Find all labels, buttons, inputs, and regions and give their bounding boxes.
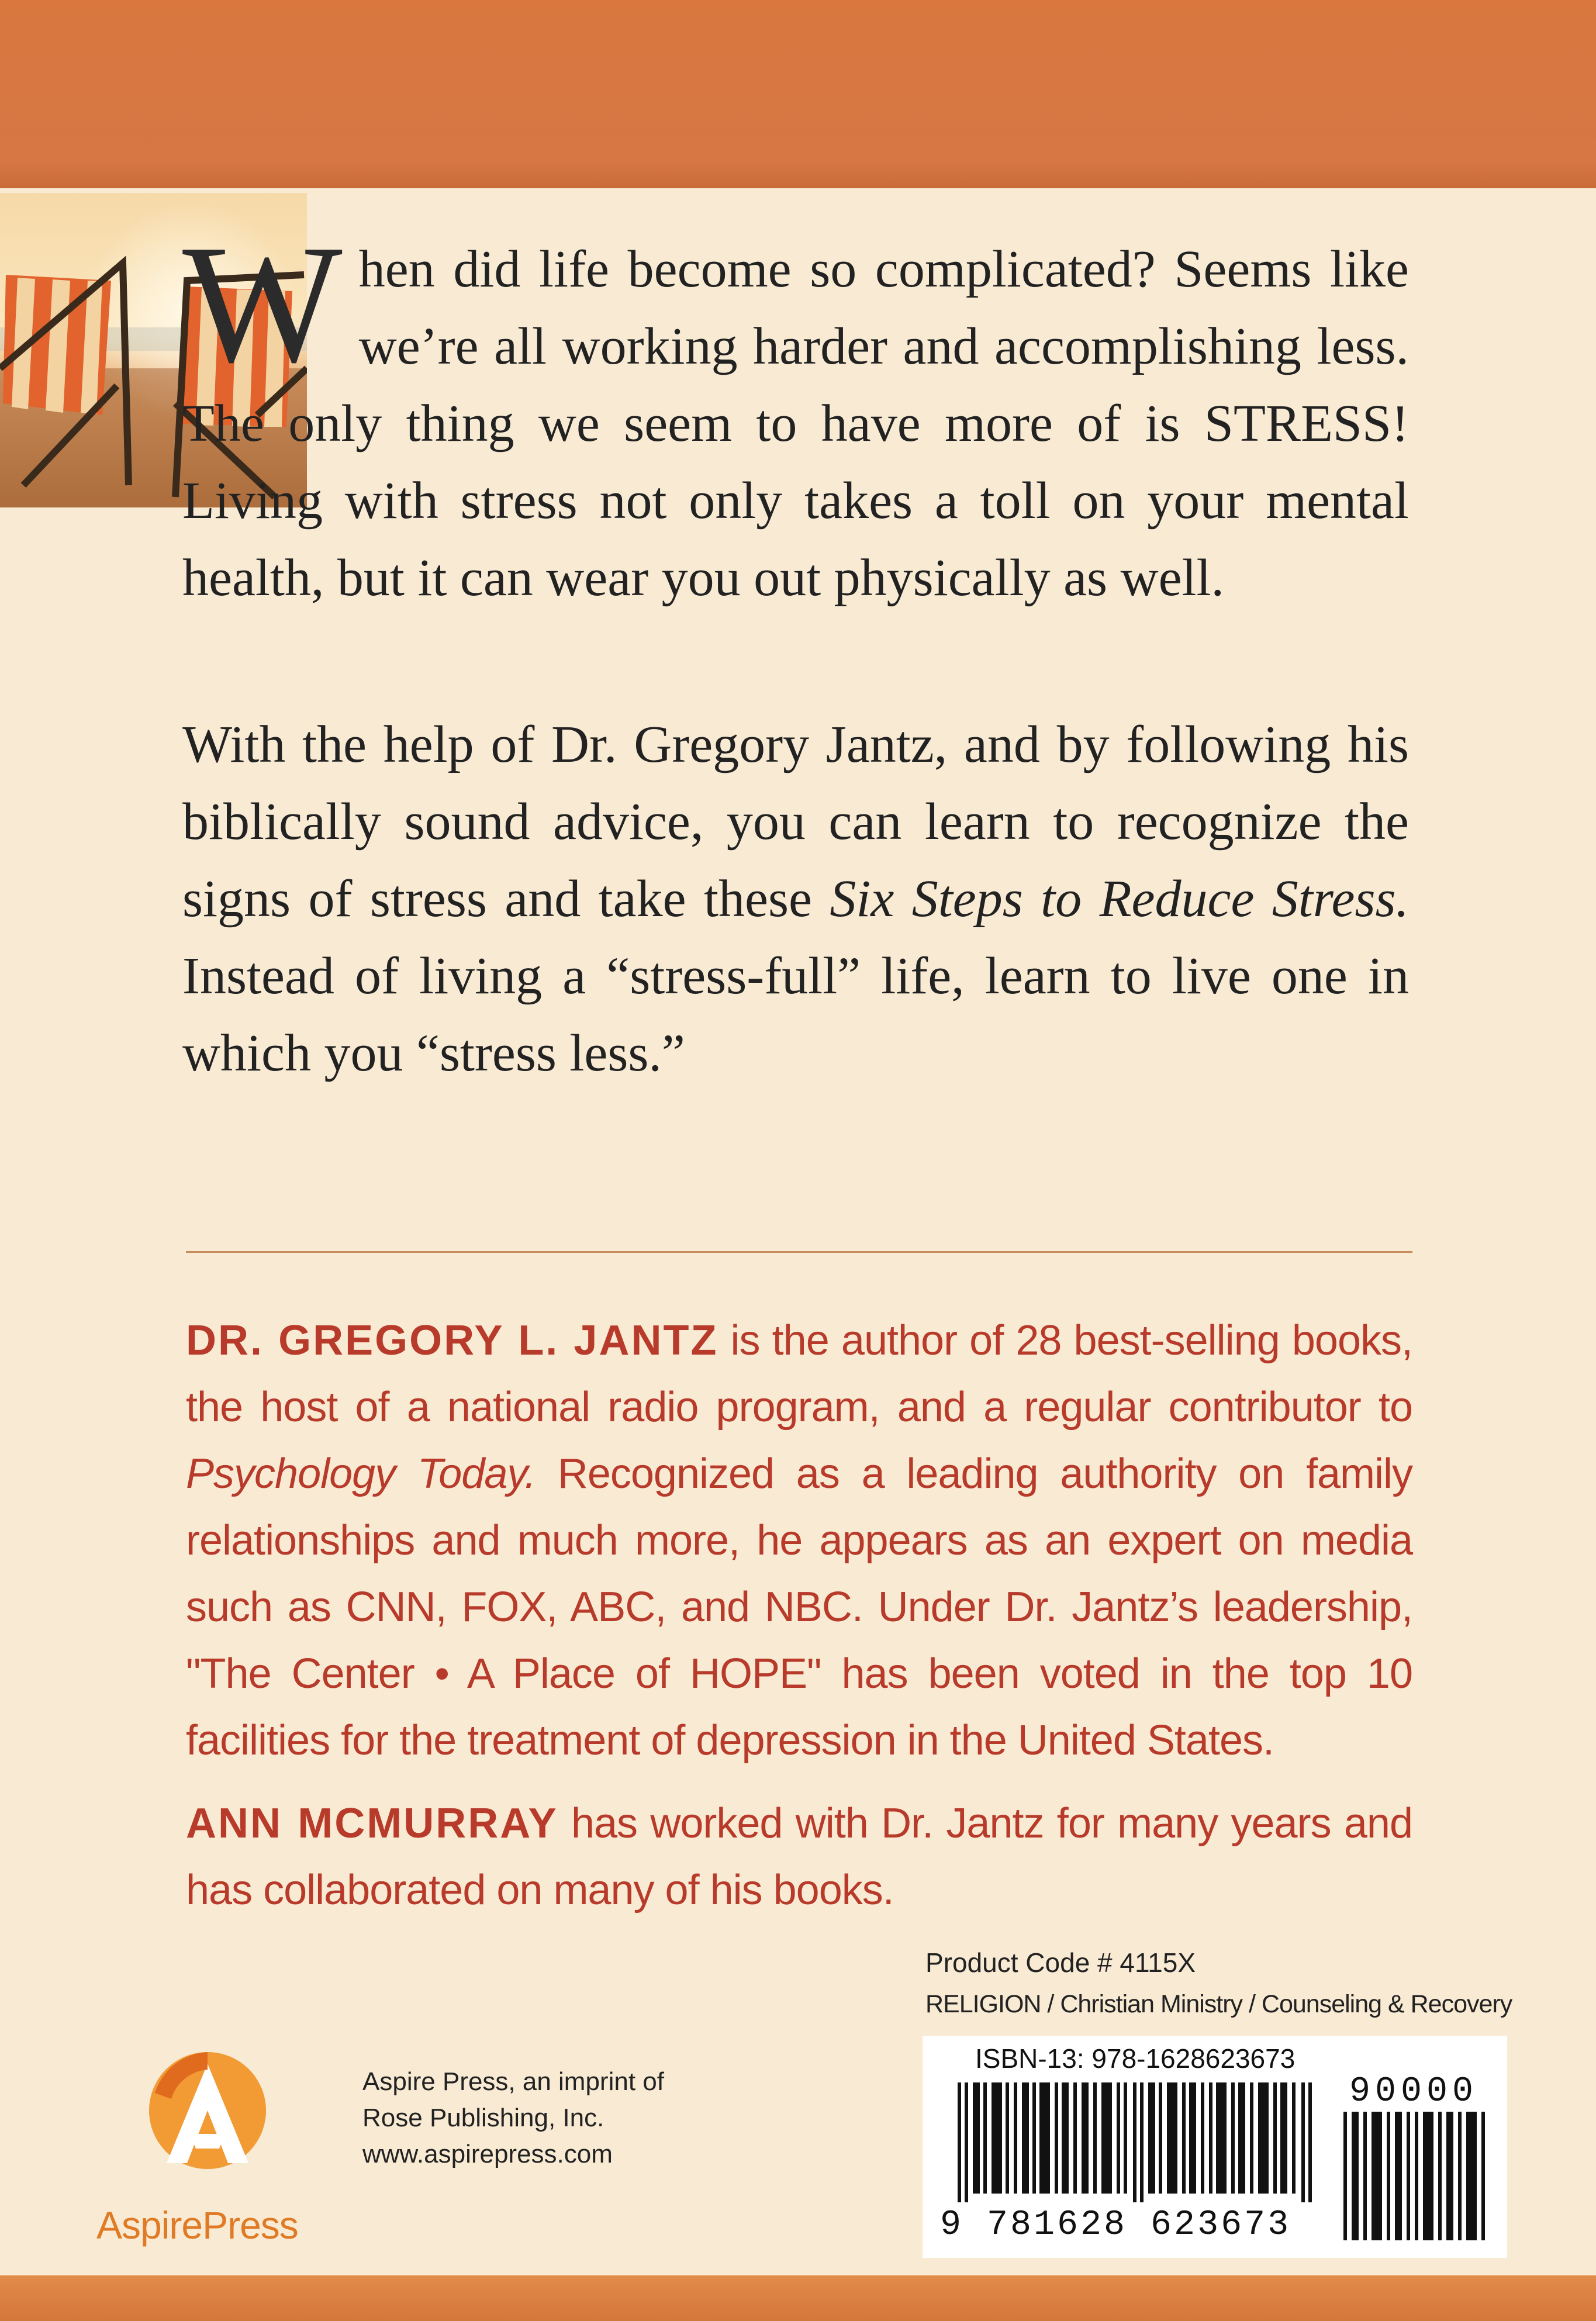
author-name-jantz: DR. GREGORY L. JANTZ	[186, 1317, 718, 1364]
aspire-a-icon	[143, 2046, 272, 2204]
addon-barcode	[1343, 2112, 1495, 2240]
author-bio-jantz-text-b: Recognized as a leading authority on family relationships and much more, he appears as an expert on media such as CNN, FOX, ABC, and NBC. Under Dr. Jantz’s leadership, "The Center • A Place of HOPE" has been voted in the top 10 facilities for the treatment of depression in the United States.	[186, 1450, 1413, 1764]
blurb-paragraph-2-text-b: Instead of living a “stress-full” life, learn to live one in which you “stress less.”	[182, 947, 1409, 1082]
publisher-line-2: Rose Publishing, Inc.	[362, 2104, 604, 2132]
author-bio-mcmurray-text: has worked with Dr. Jantz for many years and has collaborated on many of his books.	[186, 1800, 1413, 1914]
drop-cap: W	[182, 210, 343, 398]
author-bio-jantz	[186, 1307, 1412, 1774]
blurb-book-title: Six Steps to Reduce Stress.	[830, 870, 1409, 928]
bottom-color-band	[0, 2275, 1596, 2321]
isbn-label: ISBN-13: 978-1628623673	[975, 2043, 1296, 2074]
section-divider	[186, 1251, 1412, 1253]
aspire-press-logo	[96, 2046, 330, 2268]
blurb-paragraph-2-text-a: With the help of Dr. Gregory Jantz, and by following his biblically sound advice, you can learn to recognize the signs of stress and take these	[182, 716, 1409, 928]
author-bio-mcmurray	[186, 1790, 1412, 1923]
isbn-barcode	[958, 2082, 1320, 2202]
blurb-paragraph-2	[182, 706, 1409, 1092]
price-code: 90000	[1349, 2072, 1478, 2112]
category-line: RELIGION / Christian Ministry / Counseling & Recovery	[925, 1990, 1512, 2018]
logo-wordmark: AspirePress	[96, 2203, 298, 2247]
isbn-digits: 9 781628 623673	[940, 2205, 1291, 2245]
author-name-mcmurray: ANN MCMURRAY	[186, 1800, 558, 1847]
product-code: Product Code # 4115X	[925, 1947, 1196, 1978]
top-color-band	[0, 0, 1596, 188]
barcode-block	[923, 2036, 1507, 2258]
publisher-website: www.aspirepress.com	[362, 2140, 613, 2168]
publisher-line-1: Aspire Press, an imprint of	[362, 2067, 664, 2096]
blurb-paragraph-1-text: hen did life become so complicated? Seems like we’re all working harder and accomplishing less. The only thing we seem to have more of is STRESS! Living with stress not only takes a toll on your mental health, but it can wear you out physically as well.	[182, 240, 1409, 607]
publisher-info	[362, 2064, 664, 2173]
blurb-paragraph-1	[182, 210, 1409, 617]
author-bio-jantz-text-a: is the author of 28 best-selling books, the host of a national radio program, and a regular contributor to	[186, 1317, 1412, 1431]
publication-title: Psychology Today.	[186, 1450, 536, 1497]
